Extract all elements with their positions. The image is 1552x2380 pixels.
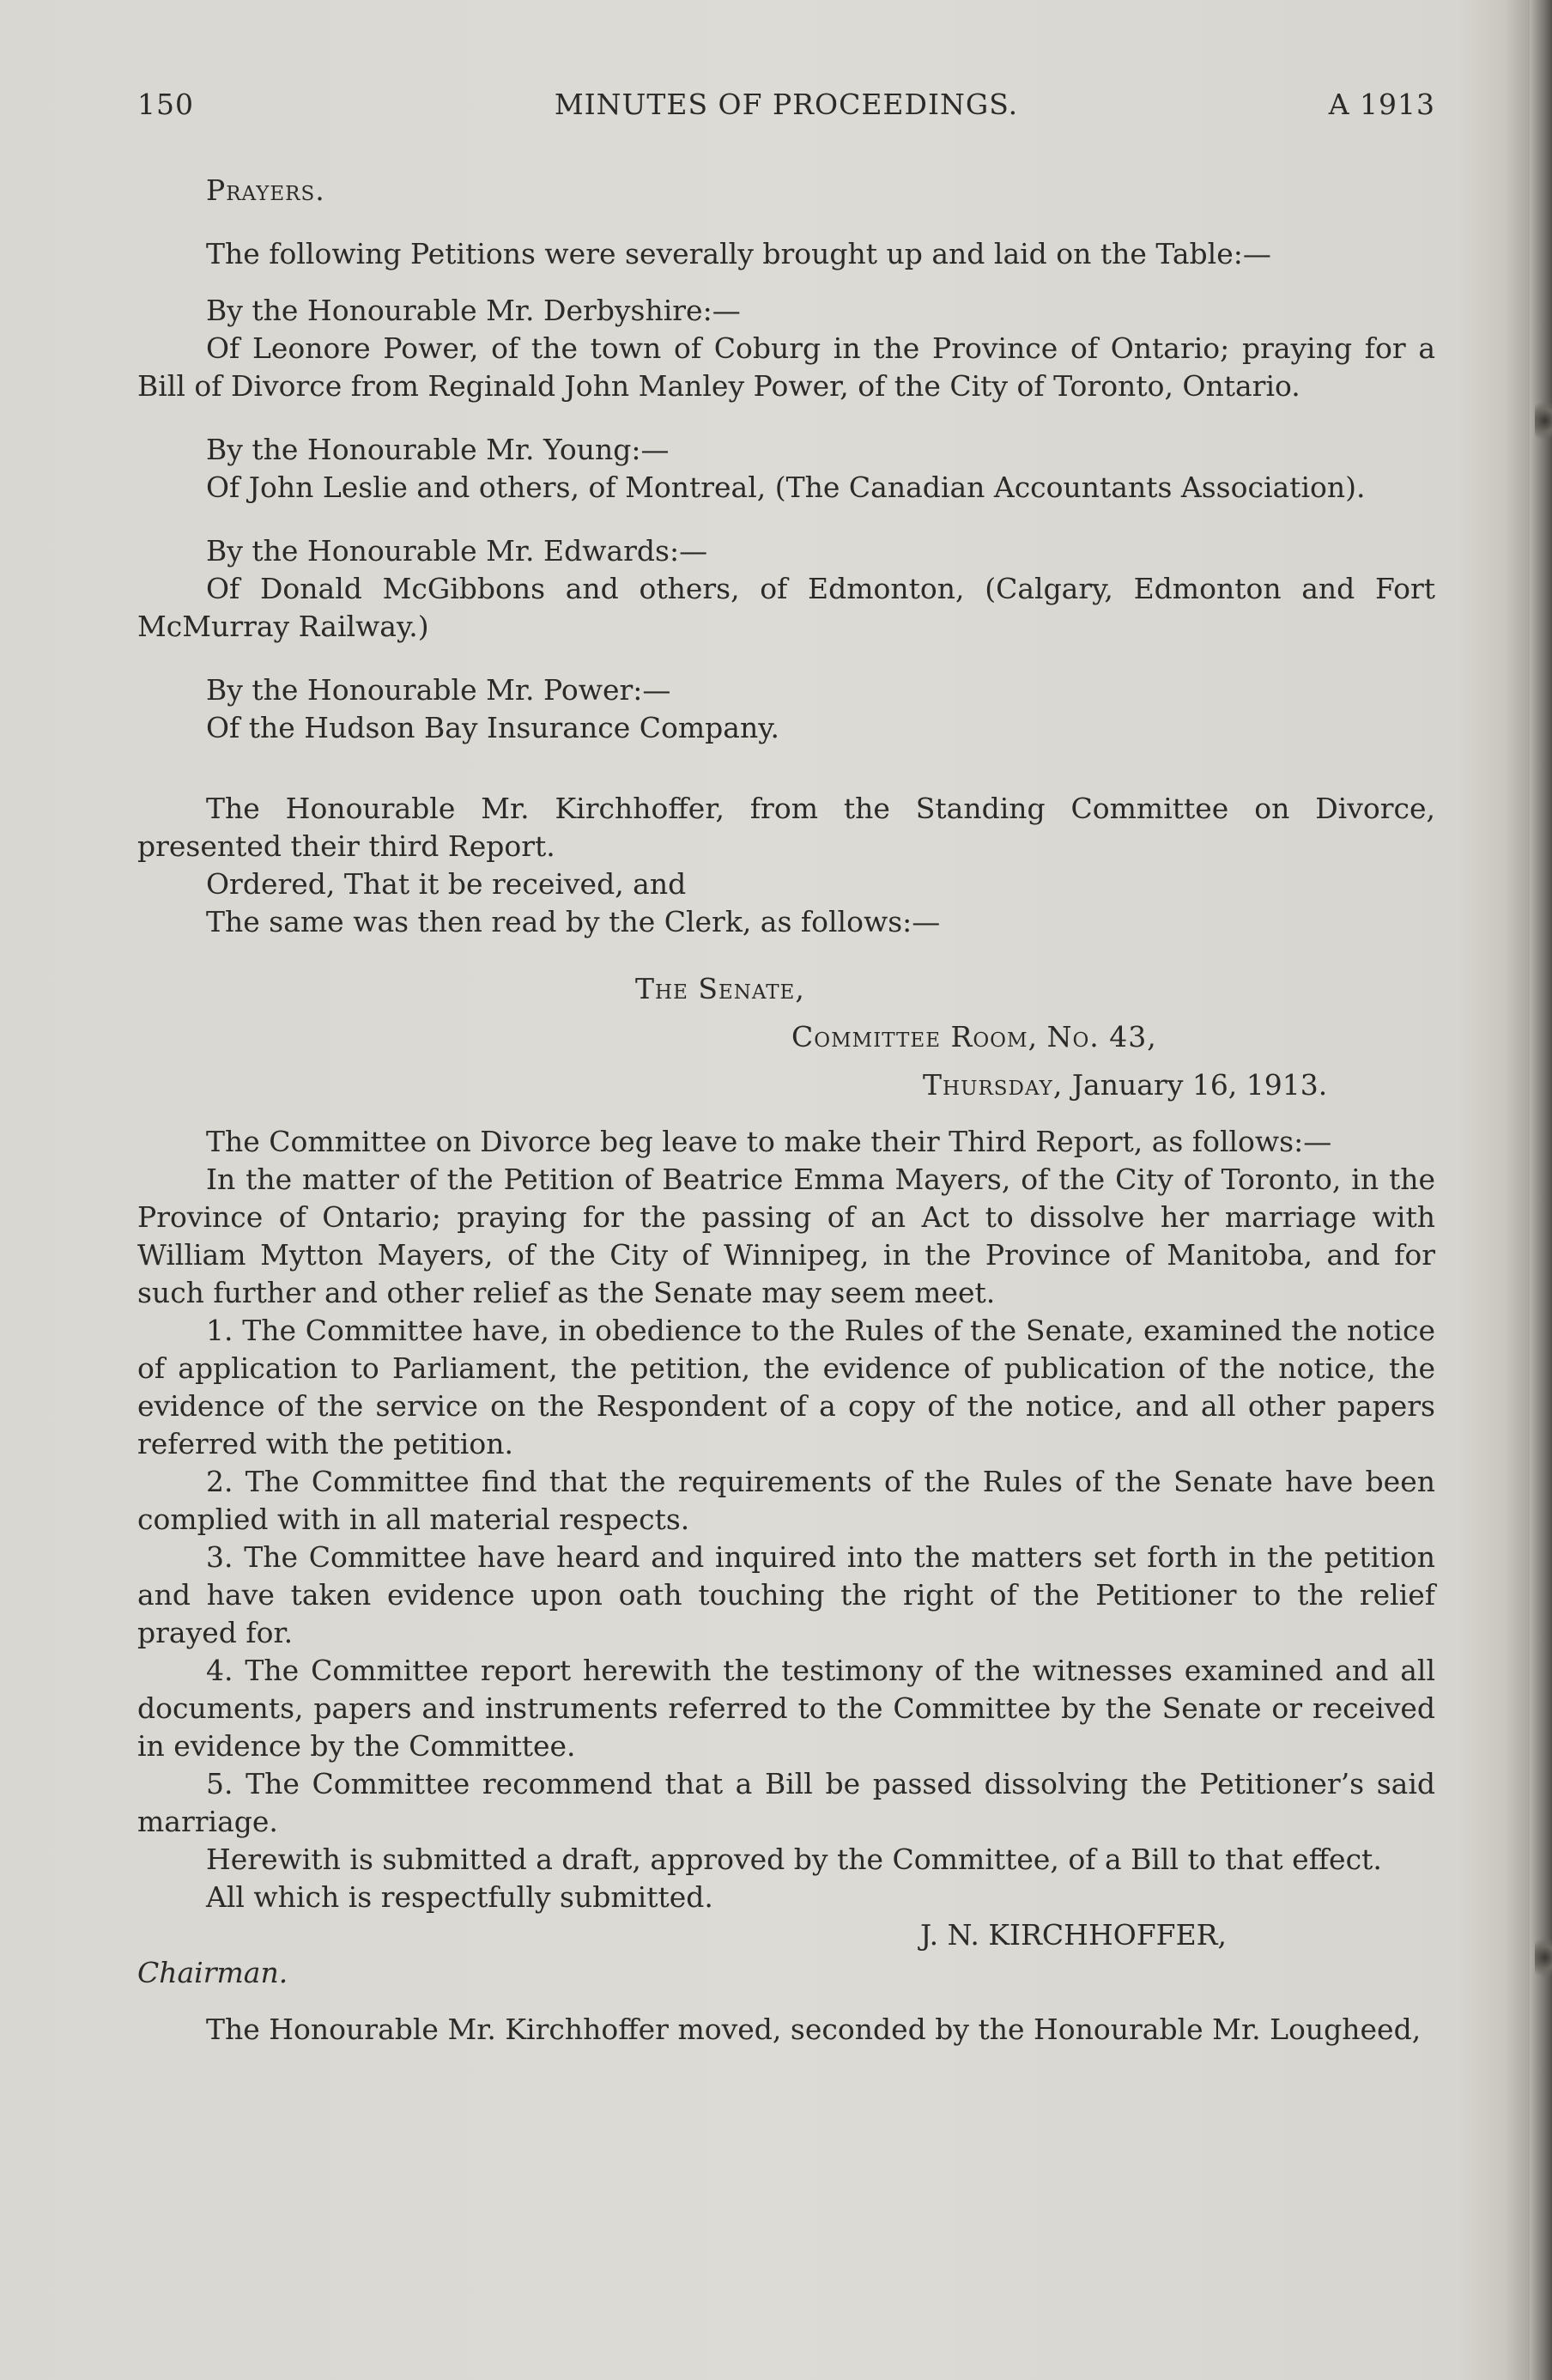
petition-text: Of John Leslie and others, of Montreal, (The Canadian Accountants Association). xyxy=(206,471,1366,504)
report-point: 3. The Committee have heard and inquired into the matters set forth in the petition and have taken evidence upon oath touching the right of the Petitioner to the relief prayed for. xyxy=(137,1540,1435,1649)
report-date-value: January 16, 1913. xyxy=(1071,1068,1328,1102)
petition-text: Of Leonore Power, of the town of Coburg in the Province of Ontario; praying for a Bill of Divorce from Reginald John Manley Power, of the City of Toronto, Ontario. xyxy=(137,331,1435,403)
report-draft: Herewith is submitted a draft, approved by the Committee, of a Bill to that effect. xyxy=(206,1843,1382,1876)
petition-by: By the Honourable Mr. Power:— xyxy=(206,673,671,707)
report-day: Thursday, xyxy=(923,1068,1064,1102)
report-point: 2. The Committee find that the requirements of the Rules of the Senate have been complied with in all material respects. xyxy=(137,1465,1435,1536)
report-date xyxy=(137,1066,1435,1104)
petition-by: By the Honourable Mr. Edwards:— xyxy=(206,534,708,568)
page-edge-mark xyxy=(1535,1932,1552,1983)
report-senate-heading: The Senate, xyxy=(635,972,805,1005)
report-point: 5. The Committee recommend that a Bill be passed dissolving the Petitioner’s said marriage. xyxy=(137,1767,1435,1838)
report-room xyxy=(137,1018,1435,1056)
report-closing: All which is respectfully submitted. xyxy=(206,1880,713,1914)
report-opening: The Committee on Divorce beg leave to make their Third Report, as follows:— xyxy=(206,1125,1332,1158)
petition-by: By the Honourable Mr. Young:— xyxy=(206,433,670,466)
running-header xyxy=(137,88,1435,129)
report-point: 1. The Committee have, in obedience to the Rules of the Senate, examined the notice of application to Parliament, the petition, the evidence of publication of the notice, the evidence of the service on the Respondent of a copy of the notice, and all other papers referred with the petition. xyxy=(137,1314,1435,1460)
petition-by: By the Honourable Mr. Derbyshire:— xyxy=(206,294,741,327)
motion-text: The Honourable Mr. Kirchhoffer moved, seconded by the Honourable Mr. Lougheed, xyxy=(206,2013,1422,2046)
petitions-intro: The following Petitions were severally brought up and laid on the Table:— xyxy=(206,237,1271,270)
report-matter: In the matter of the Petition of Beatrice Emma Mayers, of the City of Toronto, in the Province of Ontario; praying for the passing of an Act to dissolve her marriage with William Mytton Mayers, of the City of Winnipeg, in the Province of Manitoba, and for such further and other relief as the Senate may seem meet. xyxy=(137,1163,1435,1309)
book-spine-edge xyxy=(1530,0,1552,2380)
page-body xyxy=(137,172,1435,2049)
signature-title: Chairman. xyxy=(137,1956,288,1989)
petition-text: Of the Hudson Bay Insurance Company. xyxy=(206,711,779,744)
petition-text: Of Donald McGibbons and others, of Edmonton, (Calgary, Edmonton and Fort McMurray Railway.) xyxy=(137,572,1435,643)
ordered-text: Ordered, That it be received, and xyxy=(206,867,687,901)
header-title: MINUTES OF PROCEEDINGS. xyxy=(554,88,1019,121)
report-signature: J. N. KIRCHHOFFER, xyxy=(920,1918,1228,1952)
report-intro: The Honourable Mr. Kirchhoffer, from the Standing Committee on Divorce, presented their third Report. xyxy=(137,792,1435,863)
page-number: 150 xyxy=(137,88,194,121)
report-point: 4. The Committee report herewith the testimony of the witnesses examined and all documents, papers and instruments referred to the Committee by the Senate or received in evidence by the Committee. xyxy=(137,1654,1435,1763)
header-year: A 1913 xyxy=(1328,88,1435,121)
prayers-heading: Prayers. xyxy=(206,173,325,207)
room-label: Committee Room, xyxy=(791,1020,1039,1053)
read-by-clerk: The same was then read by the Clerk, as follows:— xyxy=(206,905,941,938)
room-number: No. 43, xyxy=(1046,1020,1157,1053)
page-edge-mark xyxy=(1535,395,1552,446)
